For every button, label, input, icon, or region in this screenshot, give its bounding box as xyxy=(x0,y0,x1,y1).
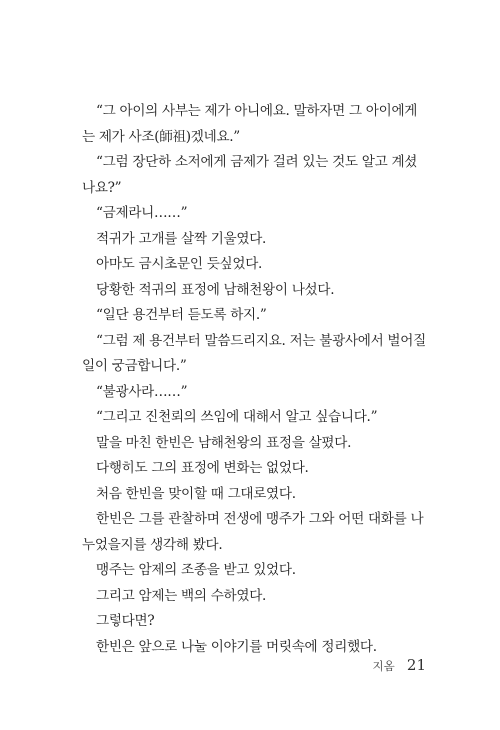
text-line: 는 제가 사조(師祖)겠네요.” xyxy=(82,128,240,145)
text-line: 다행히도 그의 표정에 변화는 없었다. xyxy=(96,460,309,476)
text-line: “금제라니……” xyxy=(96,205,188,221)
text-line: 맹주는 암제의 조종을 받고 있었다. xyxy=(96,562,296,578)
text-line: 한빈은 앞으로 나눌 이야기를 머릿속에 정리했다. xyxy=(96,638,377,655)
text-line: “그럼 제 용건부터 말씀드리지요. 저는 불광사에서 벌어질 xyxy=(96,332,426,349)
text-line: 당황한 적귀의 표정에 남해천왕이 나섰다. xyxy=(96,281,335,298)
text-line: 나요?” xyxy=(82,179,122,196)
text-line: 한빈은 그를 관찰하며 전생에 맹주가 그와 어떤 대화를 나 xyxy=(96,511,424,527)
text-line: “불광사라……” xyxy=(96,383,188,400)
text-line: 말을 마친 한빈은 남해천왕의 표정을 살폈다. xyxy=(96,434,352,451)
text-line: 누었을지를 생각해 봤다. xyxy=(82,536,223,553)
text-line: “일단 용건부터 듣도록 하지.” xyxy=(96,307,267,323)
text-line: “그리고 진천뢰의 쓰임에 대해서 알고 싶습니다.” xyxy=(96,409,378,425)
page-footer xyxy=(373,656,426,676)
text-line: 그리고 암제는 백의 수하였다. xyxy=(96,587,267,604)
page-number: 21 xyxy=(406,656,426,674)
text-line: “그 아이의 사부는 제가 아니에요. 말하자면 그 아이에게 xyxy=(96,103,418,119)
text-line: 일이 궁금합니다.” xyxy=(82,358,187,374)
footer-label: 지옴 xyxy=(372,659,395,673)
text-line: “그럼 장단하 소저에게 금제가 걸려 있는 것도 알고 계셨 xyxy=(96,154,418,170)
body-text xyxy=(82,99,426,660)
text-line: 처음 한빈을 맞이할 때 그대로였다. xyxy=(96,485,296,502)
text-line: 아마도 금시초문인 듯싶었다. xyxy=(96,256,263,272)
text-line: 그렇다면? xyxy=(96,613,155,629)
text-line: 적귀가 고개를 살짝 기울였다. xyxy=(96,230,267,247)
